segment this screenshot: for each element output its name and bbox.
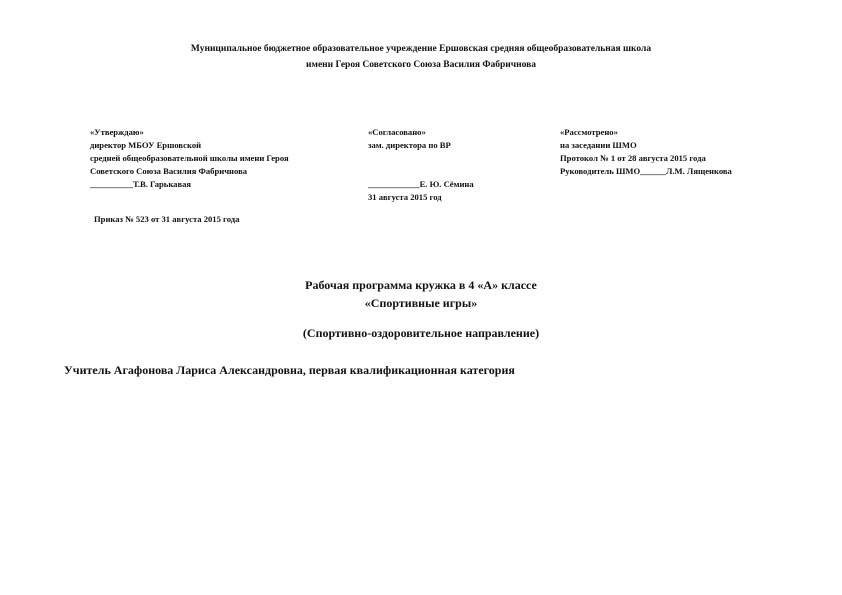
reviewed-head: Руководитель ШМО______Л.М. Лященкова — [560, 166, 732, 176]
program-name: «Спортивные игры» — [364, 296, 478, 310]
agreed-signature: ____________Е. Ю. Сёмина — [368, 179, 474, 189]
agreed-blank-2 — [368, 165, 474, 178]
order-line: Приказ № 523 от 31 августа 2015 года — [94, 214, 240, 224]
teacher-line: Учитель Агафонова Лариса Александровна, первая квалификационная категория — [64, 363, 515, 377]
reviewed-heading: «Рассмотрено» — [560, 127, 618, 137]
approved-position: директор МБОУ Ершовской — [90, 140, 202, 150]
approved-signature: __________Т.В. Гарькавая — [90, 179, 192, 189]
agreed-position: зам. директора по ВР — [368, 140, 451, 150]
reviewed-protocol: Протокол № 1 от 28 августа 2015 года — [560, 153, 706, 163]
approved-school: средней общеобразовательной школы имени Героя — [90, 153, 289, 163]
program-title: Рабочая программа кружка в 4 «А» классе — [305, 278, 537, 292]
agreed-heading: «Согласовано» — [368, 127, 426, 137]
agreed-date: 31 августа 2015 год — [368, 192, 442, 202]
program-direction: (Спортивно-оздоровительное направление) — [302, 326, 540, 340]
school-name-line-1: Муниципальное бюджетное образовательное учреждение Ершовская средняя общеобразовательная школа — [190, 44, 652, 54]
approved-heading: «Утверждаю» — [90, 127, 144, 137]
agreed-block — [368, 126, 474, 204]
reviewed-meeting: на заседании ШМО — [560, 140, 637, 150]
reviewed-block — [560, 126, 732, 178]
agreed-blank-1 — [368, 152, 474, 165]
approved-school-cont: Советского Союза Василия Фабричнова — [90, 166, 248, 176]
school-name-line-2: имени Героя Советского Союза Василия Фабричнова — [306, 60, 536, 70]
approved-block — [90, 126, 289, 191]
